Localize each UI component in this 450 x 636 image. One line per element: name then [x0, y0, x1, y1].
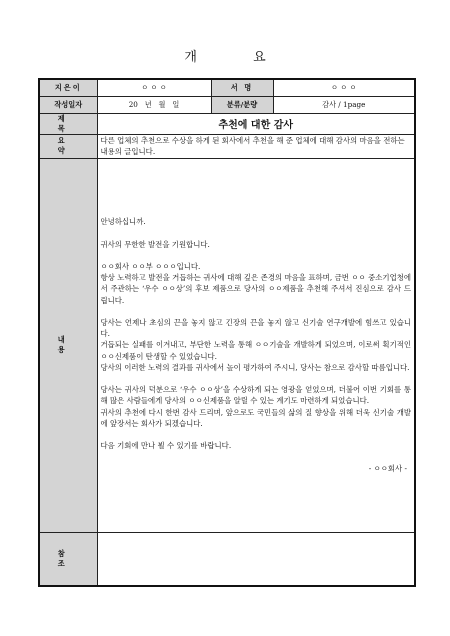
document-title: 개 요 — [184, 50, 292, 65]
summary-label: 요 약 — [39, 134, 97, 158]
signature: - ㅇㅇ회사 - — [368, 463, 407, 473]
content-body — [97, 158, 415, 532]
book-title-label: 서 명 — [211, 79, 273, 96]
reference-label: 참 조 — [39, 532, 97, 586]
paragraph-gratitude: 당사의 이러한 노력의 결과를 귀사에서 높이 평가하여 주시니, 당사는 참으로 감사할 따름입니다. — [100, 362, 410, 372]
author-row — [39, 79, 415, 96]
date-label: 작성일자 — [39, 96, 97, 113]
category-label: 분류/분량 — [211, 96, 273, 113]
reference-value — [97, 532, 415, 586]
date-row — [39, 96, 415, 113]
subject-row — [39, 113, 415, 134]
paragraph-effort: 당사는 언제나 초심의 끈을 놓지 않고 긴장의 끈을 놓지 않고 신기술 연구개발에 힘쓰고 있습니다. — [100, 317, 411, 339]
date-value: 20 년 월 일 — [97, 96, 211, 113]
paragraph-award: 당사는 귀사의 덕분으로 ‘우수 ㅇㅇ상’을 수상하게 되는 영광을 얻었으며, 더불어 이번 기회를 통해 많은 사람들에게 당사의 ㅇㅇ신제품을 알릴 수 있는 계기도 마련하게 되었습니다. — [100, 385, 411, 406]
paragraph-wish: 귀사의 무한한 발전을 기원합니다. — [100, 239, 210, 249]
summary-form — [38, 78, 416, 587]
author-value: ㅇ ㅇ ㅇ — [97, 79, 211, 96]
summary-row — [39, 134, 415, 158]
paragraph-intro: ㅇㅇ회사 ㅇㅇ부 ㅇㅇㅇ입니다. — [100, 261, 201, 271]
paragraph-greeting: 안녕하십니까. — [100, 217, 146, 227]
content-row — [39, 158, 415, 532]
book-title-value: ㅇ ㅇ ㅇ — [273, 79, 415, 96]
reference-row — [39, 532, 415, 586]
subject-value: 추천에 대한 감사 — [97, 113, 415, 134]
author-label: 지은이 — [39, 79, 97, 96]
subject-label: 제 목 — [39, 113, 97, 134]
paragraph-closing: 다음 기회에 만나 뵐 수 있기를 바랍니다. — [100, 441, 232, 451]
paragraph-thanks: 항상 노력하고 발전을 거듭하는 귀사에 대해 깊은 존경의 마음을 표하며, 금번 ㅇㅇ 중소기업청에서 주관하는 ‘우수 ㅇㅇ상’의 후보 제품으로 당사의 ㅇㅇ제품을 추천해 주셔서 진심으로 감사 드립니다. — [100, 273, 411, 305]
summary-value: 다른 업체의 추천으로 수상을 하게 된 회사에서 추천을 해 준 업체에 대해 감사의 마음을 전하는 내용의 글입니다. — [97, 134, 415, 158]
category-value: 감사 / 1page — [273, 96, 415, 113]
content-label: 내 용 — [39, 158, 97, 532]
paragraph-promise: 귀사의 추천에 다시 한번 감사 드리며, 앞으로도 국민들의 삶의 질 향상을 위해 더욱 신기술 개발에 앞장서는 회사가 되겠습니다. — [100, 407, 411, 428]
paragraph-development: 거듭되는 실패를 이겨내고, 부단한 노력을 통해 ㅇㅇ기술을 개발하게 되었으며, 이로써 획기적인 ㅇㅇ신제품이 탄생할 수 있었습니다. — [100, 340, 411, 361]
